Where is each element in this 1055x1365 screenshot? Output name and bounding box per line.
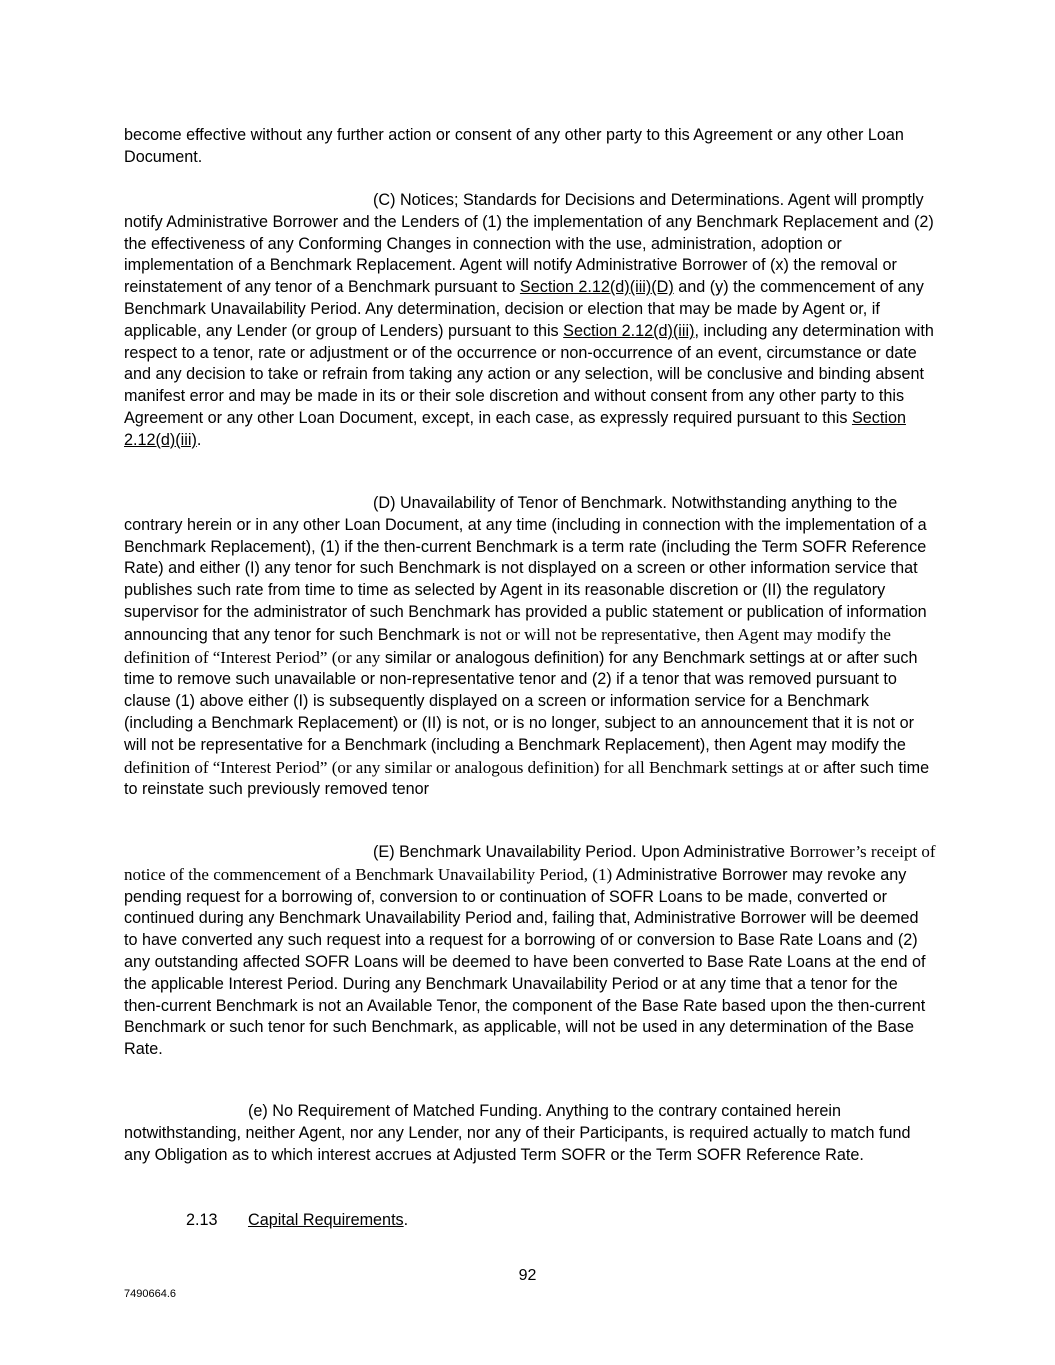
paragraph-e-benchmark-period: (E) Benchmark Unavailability Period. Upon Administrative Borrower’s receipt of notice of the commencement of a Benchmark Unavailability Period, (1) Administrative Borrower may revoke any pending request for a borrowing of, conversion to or continuation of SOFR Loans to be made, converted or continued during any Benchmark Unavailability Period and, failing that, Administrative Borrower will be deemed to have converted any such request into a request for a borrowing of or conversion to Base Rate Loans and (2) any outstanding affected SOFR Loans will be deemed to have been converted to Base Rate Loans at the end of the applicable Interest Period. During any Benchmark Unavailability Period or at any time that a tenor for the then-current Benchmark is not an Available Tenor, the component of the Base Rate based upon the then-current Benchmark or such tenor for such Benchmark, as applicable, will not be used in any determination of the Base Rate. — [124, 842, 936, 1059]
paragraph-c-heading: (C) Notices; Standards for Decisions and Determinations. — [373, 191, 785, 209]
section-reference-link: Section 2.12(d)(iii) — [124, 408, 906, 449]
page-number: 92 — [518, 1267, 537, 1284]
section-number: 2.13 — [186, 1211, 218, 1229]
section-reference-link: Section 2.12(d)(iii)(D) — [519, 278, 674, 297]
section-title: Capital Requirements — [248, 1211, 404, 1229]
paragraph-d-heading: (D) Unavailability of Tenor of Benchmark. — [373, 494, 667, 512]
section-heading: 2.13 Capital Requirements. — [186, 1210, 408, 1232]
intro-paragraph: become effective without any further action or consent of any other party to this Agreement or any other Loan Document. — [124, 126, 904, 166]
document-id: 7490664.6 — [124, 1288, 176, 1300]
paragraph-d-unavailability: (D) Unavailability of Tenor of Benchmark. Notwithstanding anything to the contrary herein or in any other Loan Document, at any time (including in connection with the implementation of a Benchmark Replacement), (1) if the then-current Benchmark is a term rate (including the Term SOFR Reference Rate) and either (I) any tenor for such Benchmark is not displayed on a screen or other information service that publishes such rate from time to time as selected by Agent in its reasonable discretion or (II) the regulatory supervisor for the administrator of such Benchmark has provided a public statement or publication of information announcing that any tenor for such Benchmark is not or will not be representative, then Agent may modify the definition of “Interest Period” (or any similar or analogous definition) for any Benchmark settings at or after such time to remove such unavailable or non-representative tenor and (2) if a tenor that was removed pursuant to clause (1) above either (I) is subsequently displayed on a screen or information service for a Benchmark (including a Benchmark Replacement) or (II) is not, or is no longer, subject to an announcement that it is not or will not be representative for a Benchmark (including a Benchmark Replacement), then Agent may modify the definition of “Interest Period” (or any similar or analogous definition) for all Benchmark settings at or after such time to reinstate such previously removed tenor — [124, 494, 930, 799]
section-reference-link: Section 2.12(d)(iii) — [563, 321, 695, 340]
paragraph-e-heading: (E) Benchmark Unavailability Period. — [373, 843, 637, 861]
paragraph-c-notices: (C) Notices; Standards for Decisions and Determinations. Agent will promptly notify Administrative Borrower and the Lenders of (1) the implementation of any Benchmark Replacement and (2) the effectiveness of any Conforming Changes in connection with the use, administration, adoption or implementation of a Benchmark Replacement. Agent will notify Administrative Borrower of (x) the removal or reinstatement of any tenor of a Benchmark pursuant to Section 2.12(d)(iii)(D) and (y) the commencement of any Benchmark Unavailability Period. Any determination, decision or election that may be made by Agent or, if applicable, any Lender (or group of Lenders) pursuant to this Section 2.12(d)(iii), including any determination with respect to a tenor, rate or adjustment or of the occurrence or non-occurrence of an event, circumstance or date and any decision to take or refrain from taking any action or any selection, will be conclusive and binding absent manifest error and may be made in its or their sole discretion and without consent from any other party to this Agreement or any other Loan Document, except, in each case, as expressly required pursuant to this Section 2.12(d)(iii). — [124, 191, 934, 449]
paragraph-e-matched-funding: (e) No Requirement of Matched Funding. Anything to the contrary contained herein notwithstanding, neither Agent, nor any Lender, nor any of their Participants, is required actually to match fund any Obligation as to which interest accrues at Adjusted Term SOFR or the Term SOFR Reference Rate. — [124, 1102, 911, 1164]
matched-funding-heading: (e) No Requirement of Matched Funding. — [248, 1102, 543, 1120]
